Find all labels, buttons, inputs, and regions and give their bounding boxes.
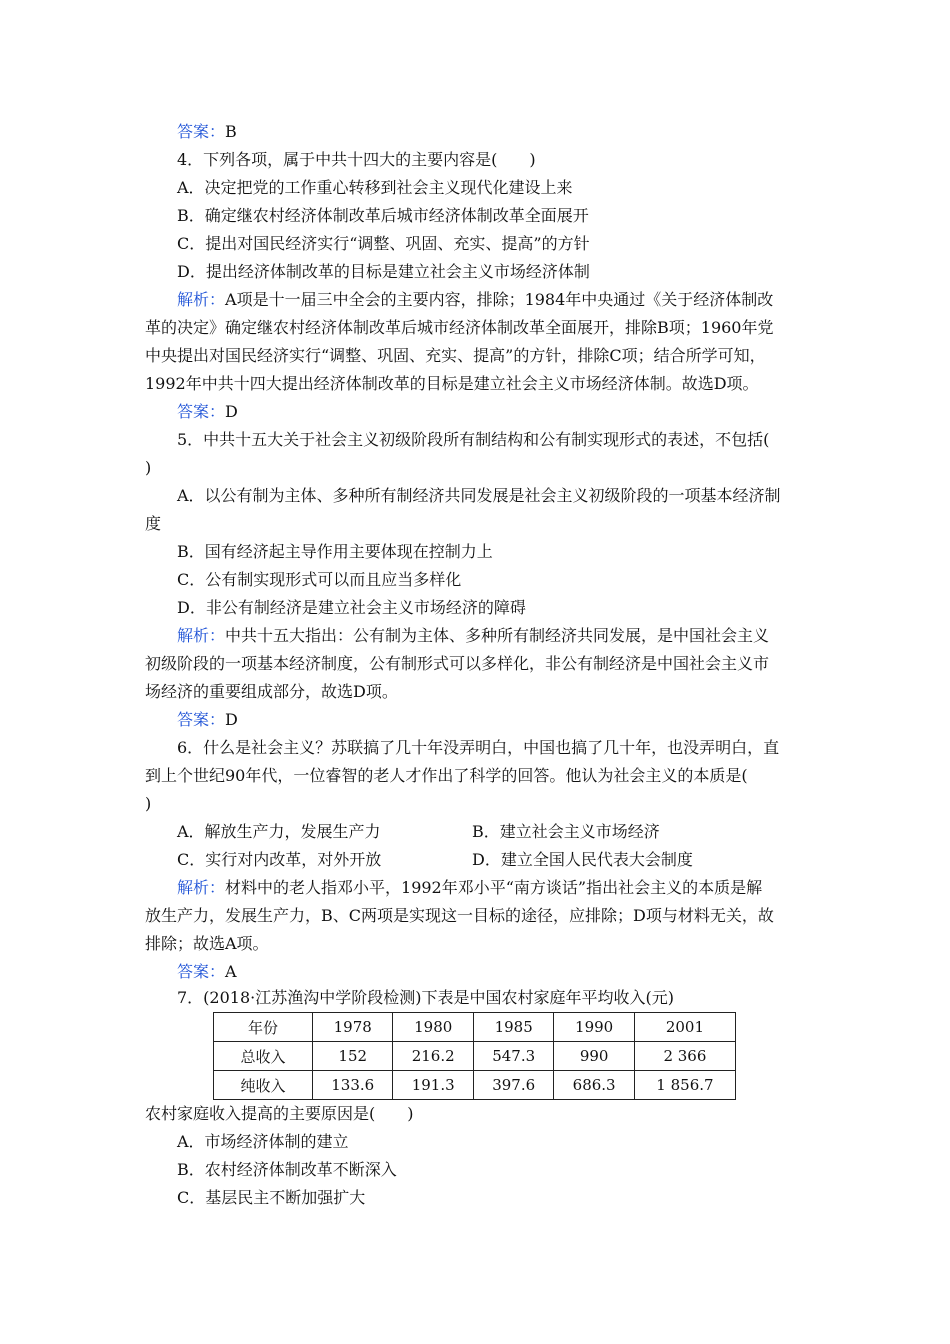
answer-label: 答案： xyxy=(177,962,226,981)
answer-5 xyxy=(177,710,238,730)
analysis-6-line3: 排除；故选A项。 xyxy=(145,934,269,953)
analysis-text: 中共十五大指出：公有制为主体、多种所有制经济共同发展，是中国社会主义 xyxy=(225,626,770,645)
analysis-label: 解析： xyxy=(177,626,226,645)
q4-option-c: C．提出对国民经济实行“调整、巩固、充实、提高”的方针 xyxy=(177,234,590,253)
table-cell: 216.2 xyxy=(393,1042,473,1071)
analysis-6-line1 xyxy=(177,878,762,898)
answer-value: B xyxy=(225,122,237,141)
answer-label: 答案： xyxy=(177,122,226,141)
question-6-line3: ) xyxy=(145,794,152,813)
table-header-cell: 年份 xyxy=(214,1013,313,1042)
answer-value: D xyxy=(225,710,238,729)
q6-option-a: A．解放生产力，发展生产力 xyxy=(177,822,381,841)
analysis-4-line2: 革的决定》确定继农村经济体制改革后城市经济体制改革全面展开，排除B项；1960年党 xyxy=(145,318,774,337)
analysis-4-line3: 中央提出对国民经济实行“调整、巩固、充实、提高”的方针，排除C项；结合所学可知， xyxy=(145,346,766,365)
answer-6 xyxy=(177,962,237,982)
q5-option-b: B．国有经济起主导作用主要体现在控制力上 xyxy=(177,542,493,561)
question-6-line1: 6．什么是社会主义？苏联搞了几十年没弄明白，中国也搞了几十年，也没弄明白，直 xyxy=(177,738,780,757)
q6-option-d: D．建立全国人民代表大会制度 xyxy=(472,850,693,869)
q4-option-d: D．提出经济体制改革的目标是建立社会主义市场经济体制 xyxy=(177,262,590,281)
q7-option-a: A．市场经济体制的建立 xyxy=(177,1132,349,1151)
table-row xyxy=(214,1071,736,1100)
analysis-5-line3: 场经济的重要组成部分，故选D项。 xyxy=(145,682,398,701)
table-cell: 152 xyxy=(313,1042,393,1071)
q7-option-b: B．农村经济体制改革不断深入 xyxy=(177,1160,397,1179)
table-header-cell: 1980 xyxy=(393,1013,473,1042)
table-row xyxy=(214,1042,736,1071)
table-cell: 547.3 xyxy=(473,1042,553,1071)
answer-value: A xyxy=(225,962,237,981)
table-cell: 397.6 xyxy=(473,1071,553,1100)
question-6-line2: 到上个世纪90年代，一位睿智的老人才作出了科学的回答。他认为社会主义的本质是( xyxy=(145,766,748,785)
question-5-line1: 5．中共十五大关于社会主义初级阶段所有制结构和公有制实现形式的表述，不包括( xyxy=(177,430,770,449)
question-4: 4．下列各项，属于中共十四大的主要内容是( ) xyxy=(177,150,536,169)
answer-4 xyxy=(177,402,238,422)
q7-option-c: C．基层民主不断加强扩大 xyxy=(177,1188,366,1207)
table-cell: 2 366 xyxy=(634,1042,735,1071)
analysis-5-line2: 初级阶段的一项基本经济制度，公有制形式可以多样化，非公有制经济是中国社会主义市 xyxy=(145,654,770,673)
q6-option-c: C．实行对内改革，对外开放 xyxy=(177,850,382,869)
analysis-text: 材料中的老人指邓小平，1992年邓小平“南方谈话”指出社会主义的本质是解 xyxy=(225,878,763,897)
question-5-line2: ) xyxy=(145,458,152,477)
answer-value: D xyxy=(225,402,238,421)
table-cell: 686.3 xyxy=(554,1071,634,1100)
q5-option-a-line1: A．以公有制为主体、多种所有制经济共同发展是社会主义初级阶段的一项基本经济制 xyxy=(177,486,781,505)
table-cell: 191.3 xyxy=(393,1071,473,1100)
answer-label: 答案： xyxy=(177,402,226,421)
table-header-cell: 1978 xyxy=(313,1013,393,1042)
table-cell: 1 856.7 xyxy=(634,1071,735,1100)
q4-option-a: A．决定把党的工作重心转移到社会主义现代化建设上来 xyxy=(177,178,573,197)
q4-option-b: B．确定继农村经济体制改革后城市经济体制改革全面展开 xyxy=(177,206,589,225)
analysis-label: 解析： xyxy=(177,878,226,897)
table-cell: 990 xyxy=(554,1042,634,1071)
analysis-5-line1 xyxy=(177,626,769,646)
table-cell: 总收入 xyxy=(214,1042,313,1071)
table-header-row xyxy=(214,1013,736,1042)
table-header-cell: 2001 xyxy=(634,1013,735,1042)
question-7: 7．(2018·江苏渔沟中学阶段检测)下表是中国农村家庭年平均收入(元) xyxy=(177,988,674,1007)
q6-option-b: B．建立社会主义市场经济 xyxy=(472,822,660,841)
table-header-cell: 1985 xyxy=(473,1013,553,1042)
q5-option-c: C．公有制实现形式可以而且应当多样化 xyxy=(177,570,462,589)
q5-option-a-line2: 度 xyxy=(145,514,162,533)
answer-label: 答案： xyxy=(177,710,226,729)
answer-3 xyxy=(177,122,237,142)
table-cell: 纯收入 xyxy=(214,1071,313,1100)
analysis-4-line1 xyxy=(177,290,773,310)
analysis-4-line4: 1992年中共十四大提出经济体制改革的目标是建立社会主义市场经济体制。故选D项。 xyxy=(145,374,759,393)
analysis-text: A项是十一届三中全会的主要内容，排除；1984年中央通过《关于经济体制改 xyxy=(225,290,774,309)
question-7-stem: 农村家庭收入提高的主要原因是( ) xyxy=(145,1104,414,1123)
income-table xyxy=(213,1012,736,1100)
table-cell: 133.6 xyxy=(313,1071,393,1100)
analysis-label: 解析： xyxy=(177,290,226,309)
table-header-cell: 1990 xyxy=(554,1013,634,1042)
analysis-6-line2: 放生产力，发展生产力，B、C两项是实现这一目标的途径，应排除；D项与材料无关，故 xyxy=(145,906,774,925)
q5-option-d: D．非公有制经济是建立社会主义市场经济的障碍 xyxy=(177,598,526,617)
